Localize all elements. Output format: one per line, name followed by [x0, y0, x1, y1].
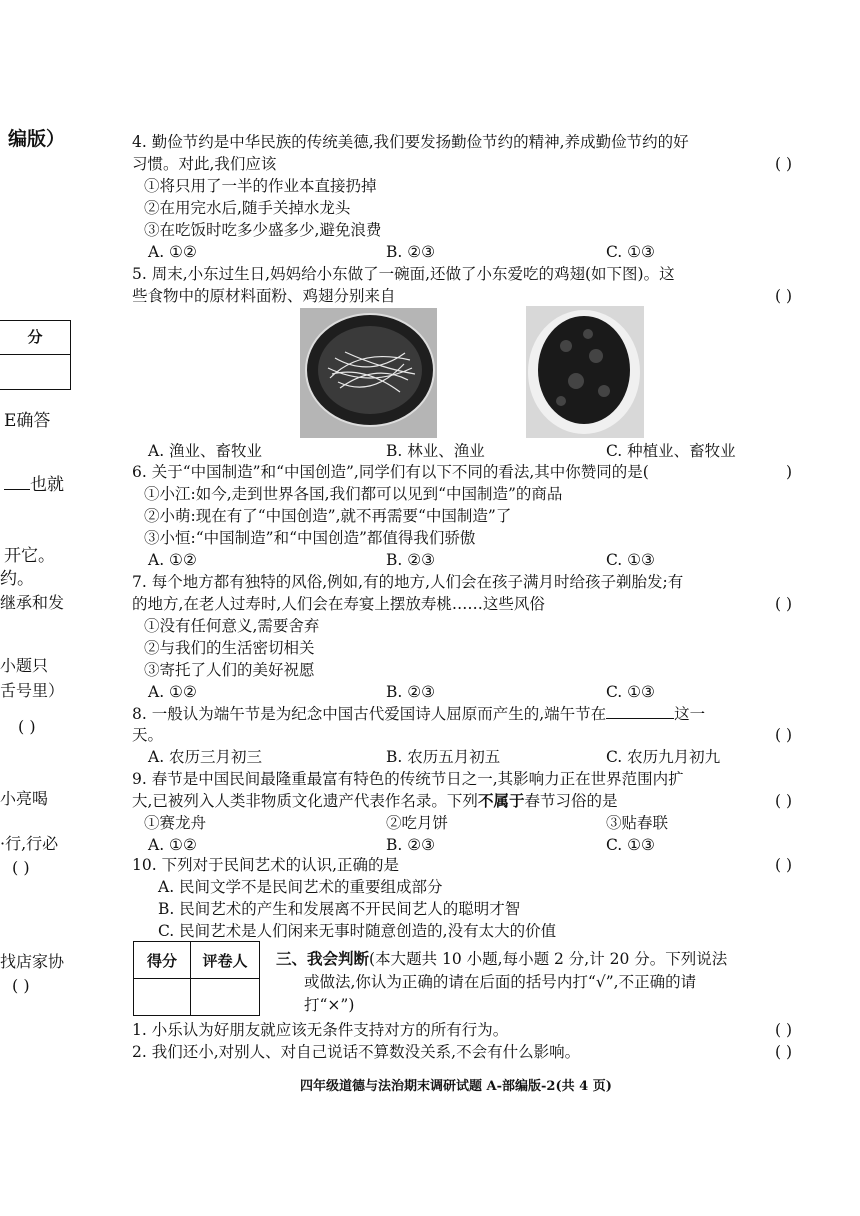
- grader-header: 评卷人: [191, 942, 260, 979]
- option-a[interactable]: A. 民间文学不是民间艺术的重要组成部分: [158, 878, 443, 896]
- options-row: [132, 440, 792, 462]
- question-4: [132, 131, 792, 263]
- question-4-line-2: 习惯。对此,我们应该 ( ): [132, 155, 792, 173]
- question-9-line-1: 9. 春节是中国民间最隆重最富有特色的传统节日之一,其影响力正在世界范围内扩: [132, 770, 684, 788]
- question-5-options: [132, 440, 792, 462]
- choice-item-3: ③贴春联: [606, 814, 669, 832]
- score-table: [133, 941, 260, 1016]
- question-5-line-2: 些食物中的原材料面粉、鸡翅分别来自 ( ): [132, 287, 792, 305]
- option-a[interactable]: A. ①②: [148, 551, 197, 569]
- option-a[interactable]: A. ①②: [148, 836, 197, 854]
- choice-item-2: ②在用完水后,随手关掉水龙头: [144, 199, 351, 217]
- section-3-line-1: 三、我会判断(本大题共 10 小题,每小题 2 分,计 20 分。下列说法: [276, 949, 728, 968]
- choice-items-row: [132, 812, 792, 834]
- option-b[interactable]: B. ②③: [386, 243, 436, 261]
- options-row: [132, 549, 792, 571]
- answer-paren[interactable]: ( ): [774, 595, 792, 613]
- grader-cell[interactable]: [191, 979, 260, 1016]
- choice-item-2: ②小萌:现在有了“中国创造”,就不再需要“中国制造”了: [144, 507, 512, 525]
- question-4-line-1: 4. 勤俭节约是中华民族的传统美德,我们要发扬勤俭节约的精神,养成勤俭节约的好: [132, 133, 689, 151]
- fill-blank[interactable]: [606, 702, 674, 719]
- answer-paren[interactable]: ( ): [774, 1043, 792, 1061]
- left-answer-paren-3: ( ): [12, 976, 30, 995]
- answer-paren[interactable]: ( ): [774, 155, 792, 173]
- option-c[interactable]: C. ①③: [606, 551, 655, 569]
- question-9: [132, 768, 792, 856]
- option-b[interactable]: B. ②③: [386, 836, 436, 854]
- page-footer: 四年级道德与法治期末调研试题 A-部编版-2(共 4 页): [300, 1079, 612, 1094]
- question-9-line-2: 大,已被列入人类非物质文化遗产代表作名录。下列不属于春节习俗的是 ( ): [132, 791, 792, 810]
- question-7: [132, 571, 792, 703]
- answer-paren[interactable]: ( ): [774, 1021, 792, 1039]
- option-c[interactable]: C. ①③: [606, 243, 655, 261]
- question-10: [132, 854, 792, 942]
- option-a[interactable]: A. ①②: [148, 243, 197, 261]
- section-3-heading: 三、我会判断: [276, 949, 370, 968]
- left-fragment-10: ·行,行必: [0, 834, 59, 853]
- noodle-bowl-image: [300, 308, 437, 438]
- choice-item-3: ③寄托了人们的美好祝愿: [144, 661, 315, 679]
- question-8: [132, 702, 792, 768]
- chicken-wings-image: [526, 306, 644, 438]
- question-8-line-1: 8. 一般认为端午节是为纪念中国古代爱国诗人屈原而产生的,端午节在 这一: [132, 702, 792, 724]
- option-b[interactable]: B. 民间艺术的产生和发展离不开民间艺人的聪明才智: [158, 900, 521, 918]
- section-3-line-3: 打“×”): [304, 996, 355, 1014]
- option-a[interactable]: A. ①②: [148, 683, 197, 701]
- choice-item-1: ①赛龙舟: [144, 814, 207, 832]
- choice-item-3: ③在吃饭时吃多少盛多少,避免浪费: [144, 221, 382, 239]
- option-c[interactable]: C. 农历九月初九: [606, 748, 721, 766]
- option-c[interactable]: C. 民间艺术是人们闲来无事时随意创造的,没有太大的价值: [158, 922, 557, 940]
- left-fragment-6: 小题只: [0, 656, 49, 675]
- answer-paren[interactable]: ( ): [774, 287, 792, 305]
- choice-item-1: ①小江:如今,走到世界各国,我们都可以见到“中国制造”的商品: [144, 485, 563, 503]
- question-7-line-2: 的地方,在老人过寿时,人们会在寿宴上摆放寿桃……这些风俗 ( ): [132, 595, 792, 613]
- option-b[interactable]: B. ②③: [386, 683, 436, 701]
- answer-paren[interactable]: ( ): [774, 792, 792, 810]
- options-row: [132, 834, 792, 856]
- choice-item-1: ①将只用了一半的作业本直接扔掉: [144, 177, 377, 195]
- option-a[interactable]: A. 渔业、畜牧业: [148, 442, 263, 460]
- score-header: 得分: [134, 942, 191, 979]
- left-answer-paren-2: ( ): [12, 858, 30, 877]
- option-b[interactable]: B. 农历五月初五: [386, 748, 501, 766]
- answer-paren[interactable]: ( ): [774, 726, 792, 744]
- choice-item-3: ③小恒:“中国制造”和“中国创造”都值得我们骄傲: [144, 529, 476, 547]
- options-row: [132, 681, 792, 703]
- question-10-line-1: 10. 下列对于民间艺术的认识,正确的是 ( ): [132, 856, 792, 874]
- left-score-box: [0, 320, 71, 390]
- judge-item-2: 2. 我们还小,对别人、对自己说话不算数没关系,不会有什么影响。 ( ): [132, 1043, 792, 1061]
- left-fragment-12: 找店家协: [0, 952, 65, 971]
- left-fragment-2: 也就: [4, 473, 64, 496]
- left-fragment-4: 约。: [0, 569, 34, 589]
- option-b[interactable]: B. 林业、渔业: [386, 442, 485, 460]
- question-5-line-1: 5. 周末,小东过生日,妈妈给小东做了一碗面,还做了小东爱吃的鸡翅(如下图)。这: [132, 265, 675, 283]
- question-6-line-1: 6. 关于“中国制造”和“中国创造”,同学们有以下不同的看法,其中你赞同的是( ): [132, 463, 792, 481]
- section-3-line-2: 或做法,你认为正确的请在后面的括号内打“√”,不正确的请: [304, 973, 697, 991]
- answer-paren[interactable]: ( ): [774, 856, 792, 874]
- option-b[interactable]: B. ②③: [386, 551, 436, 569]
- left-score-label: 分: [0, 321, 70, 355]
- left-fragment-1: E确答: [4, 411, 51, 431]
- left-fragment-9: 小亮喝: [0, 789, 49, 808]
- option-c[interactable]: C. ①③: [606, 683, 655, 701]
- left-fragment-3: 开它。: [4, 546, 55, 566]
- question-8-line-2: 天。 ( ): [132, 726, 792, 744]
- left-header-fragment: 编版）: [8, 128, 66, 150]
- options-row: [132, 241, 792, 263]
- option-a[interactable]: A. 农历三月初三: [148, 748, 263, 766]
- left-answer-paren-1: ( ): [18, 717, 36, 736]
- judge-item-1: 1. 小乐认为好朋友就应该无条件支持对方的所有行为。 ( ): [132, 1021, 792, 1039]
- choice-item-2: ②与我们的生活密切相关: [144, 639, 315, 657]
- options-row: [132, 746, 792, 768]
- score-cell[interactable]: [134, 979, 191, 1016]
- option-c[interactable]: C. ①③: [606, 836, 655, 854]
- choice-item-1: ①没有任何意义,需要舍弃: [144, 617, 320, 635]
- question-7-line-1: 7. 每个地方都有独特的风俗,例如,有的地方,人们会在孩子满月时给孩子剃胎发;有: [132, 573, 684, 591]
- question-6: [132, 461, 792, 571]
- left-fragment-7: 舌号里）: [0, 681, 65, 700]
- answer-paren[interactable]: ): [785, 463, 792, 481]
- choice-item-2: ②吃月饼: [386, 814, 449, 832]
- left-fragment-5: 继承和发: [0, 593, 65, 612]
- question-5: [132, 263, 792, 307]
- option-c[interactable]: C. 种植业、畜牧业: [606, 442, 736, 460]
